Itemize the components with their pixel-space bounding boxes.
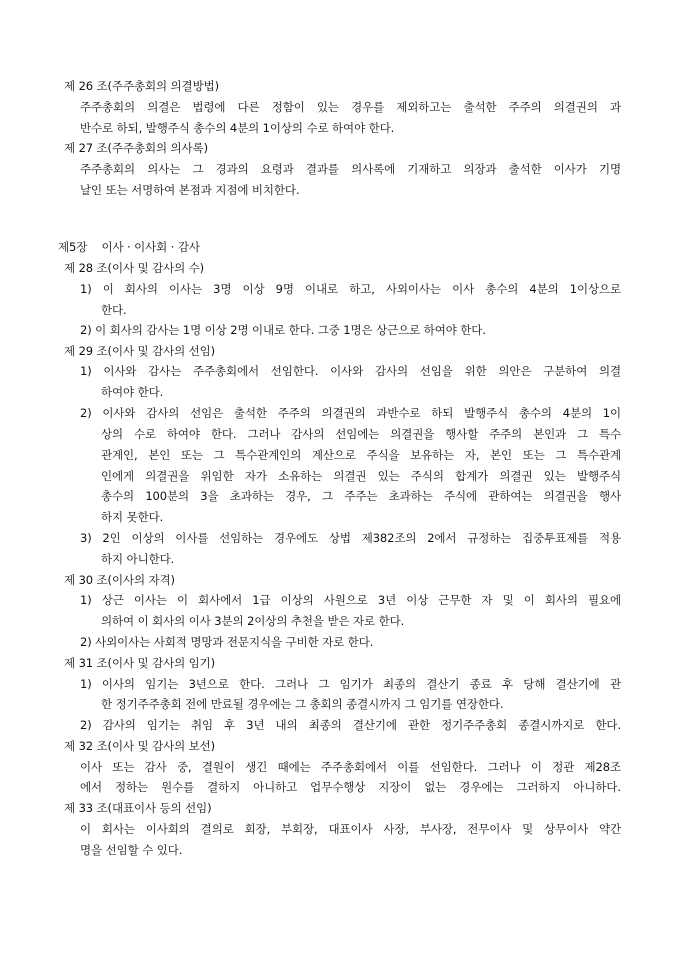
article-33-text-line-1: 이 회사는 이사회의 결의로 회장, 부회장, 대표이사 사장, 부사장, 전무이사 및 상무이사 약간: [80, 822, 621, 836]
article-31-item-1-line-1: 1) 이사의 임기는 3년으로 한다. 그러나 그 임기가 최종의 결산기 종료 후 당해 결산기에 관: [80, 677, 621, 691]
article-29-item-1-line-2: 하여야 한다.: [101, 385, 164, 399]
article-31-item-1-line-2: 한 정기주주총회 전에 만료될 경우에는 그 총회의 종결시까지 그 임기를 연장한다.: [101, 697, 504, 711]
article-29-item-2-line-2: 상의 수로 하여야 한다. 그러나 감사의 선임에는 의결권을 행사할 주주의 본인과 그 특수: [101, 427, 621, 441]
article-26-text-line-2: 반수로 하되, 발행주식 총수의 4분의 1이상의 수로 하여야 한다.: [80, 121, 395, 135]
article-29-item-2-line-1: 2) 이사와 감사의 선임은 출석한 주주의 의결권의 과반수로 하되 발행주식 총수의 4분의 1이: [80, 406, 621, 420]
article-32-text-line-1: 이사 또는 감사 중, 결원이 생긴 때에는 주주총회에서 이를 선임한다. 그러나 이 정관 제28조: [80, 760, 621, 774]
article-30-heading: 제 30 조(이사의 자격): [64, 573, 175, 587]
article-29-item-3-line-2: 하지 아니한다.: [101, 552, 175, 566]
article-30-item-1-line-2: 의하여 이 회사의 이사 3분의 2이상의 추천을 받은 자로 한다.: [101, 614, 405, 628]
article-31-item-2-line-1: 2) 감사의 임기는 취임 후 3년 내의 최종의 결산기에 관한 정기주주총회 종결시까지로 한다.: [80, 718, 621, 732]
article-30-item-1-line-1: 1) 상근 이사는 이 회사에서 1급 이상의 사원으로 3년 이상 근무한 자 및 이 회사의 필요에: [80, 593, 621, 607]
article-28-heading: 제 28 조(이사 및 감사의 수): [64, 261, 205, 275]
article-26-heading: 제 26 조(주주총회의 의결방법): [64, 79, 219, 93]
article-28-item-1-line-1: 1) 이 회사의 이사는 3명 이상 9명 이내로 하고, 사외이사는 이사 총수의 4분의 1이상으로: [80, 282, 621, 296]
article-29-item-2-line-6: 하지 못한다.: [101, 510, 164, 524]
article-28-item-2-line-1: 2) 이 회사의 감사는 1명 이상 2명 이내로 한다. 그중 1명은 상근으로 하여야 한다.: [80, 323, 486, 337]
chapter-5-heading: 제5장 이사 · 이사회 · 감사: [58, 240, 200, 254]
article-27-text-line-2: 날인 또는 서명하여 본점과 지점에 비치한다.: [80, 183, 300, 197]
article-29-item-2-line-5: 총수의 100분의 3을 초과하는 경우, 그 주주는 초과하는 주식에 관하여는 의결권을 행사: [101, 489, 621, 503]
article-27-heading: 제 27 조(주주총회의 의사록): [64, 141, 208, 155]
article-30-item-2-line-1: 2) 사외이사는 사회적 명망과 전문지식을 구비한 자로 한다.: [80, 635, 374, 649]
article-29-item-3-line-1: 3) 2인 이상의 이사를 선임하는 경우에도 상법 제382조의 2에서 규정하는 집중투표제를 적용: [80, 531, 621, 545]
article-29-heading: 제 29 조(이사 및 감사의 선임): [64, 344, 216, 358]
article-26-text-line-1: 주주총회의 의결은 법령에 다른 정함이 있는 경우를 제외하고는 출석한 주주의 의결권의 과: [80, 100, 621, 114]
article-29-item-2-line-3: 관계인, 본인 또는 그 특수관계인의 계산으로 주식을 보유하는 자, 본인 또는 그 특수관계: [101, 448, 621, 462]
article-31-heading: 제 31 조(이사 및 감사의 임기): [64, 656, 216, 670]
article-32-heading: 제 32 조(이사 및 감사의 보선): [64, 739, 216, 753]
article-27-text-line-1: 주주총회의 의사는 그 경과의 요령과 결과를 의사록에 기재하고 의장과 출석한 이사가 기명: [80, 162, 621, 176]
article-29-item-1-line-1: 1) 이사와 감사는 주주총회에서 선임한다. 이사와 감사의 선임을 위한 의안은 구분하여 의결: [80, 364, 621, 378]
article-32-text-line-2: 에서 정하는 원수를 결하지 아니하고 업무수행상 지장이 없는 경우에는 그러하지 아니하다.: [80, 780, 621, 794]
article-33-text-line-2: 명을 선임할 수 있다.: [80, 843, 183, 857]
article-33-heading: 제 33 조(대표이사 등의 선임): [64, 801, 212, 815]
article-28-item-1-line-2: 한다.: [101, 303, 127, 317]
article-29-item-2-line-4: 인에게 의결권을 위임한 자가 소유하는 의결권 있는 주식의 합계가 의결권 있는 발행주식: [101, 469, 621, 483]
